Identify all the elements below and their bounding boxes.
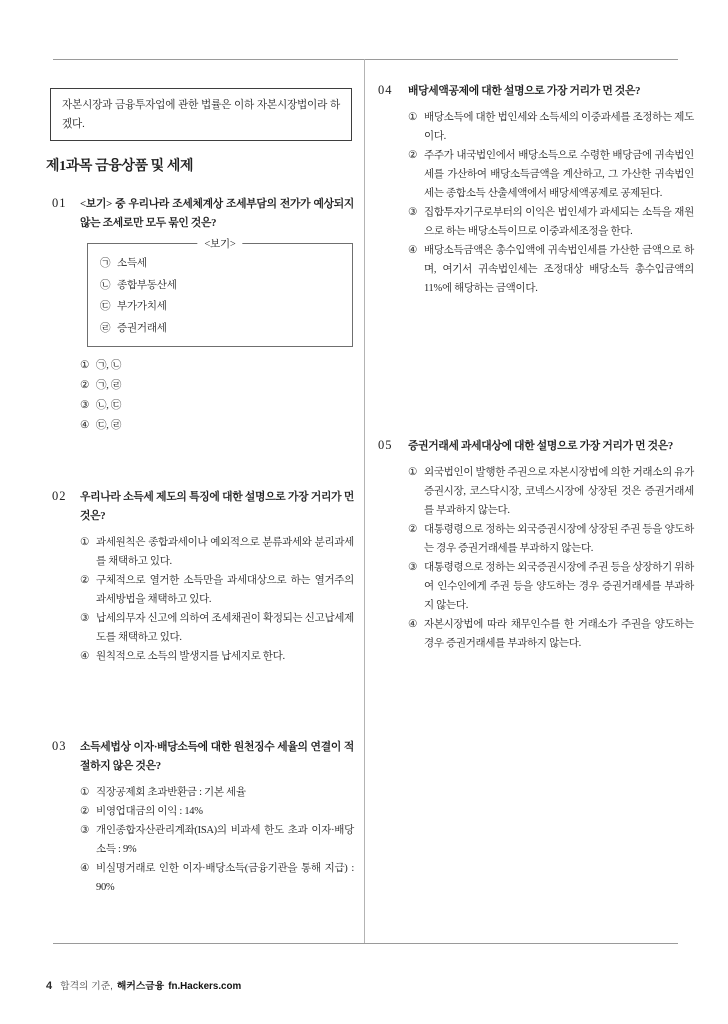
question-02	[46, 488, 354, 666]
question-title: 소득세법상 이자·배당소득에 대한 원천징수 세율의 연결이 적절하지 않은 것은?	[80, 741, 354, 772]
choice	[80, 356, 354, 376]
question-title: 증권거래세 과세대상에 대한 설명으로 가장 거리가 먼 것은?	[408, 440, 674, 452]
notice-text: 자본시장과 금융투자업에 관한 법률은 이하 자본시장법이라 하겠다.	[62, 100, 340, 130]
choice-marker: ④	[80, 420, 90, 431]
choice-text: 비영업대금의 이익 : 14%	[96, 806, 203, 817]
question-body	[80, 488, 354, 666]
choice-text: 개인종합자산관리계좌(ISA)의 비과세 한도 초과 이자·배당소득 : 9%	[96, 825, 354, 855]
choice-marker: ②	[80, 575, 90, 586]
choice-text: 비실명거래로 인한 이자·배당소득(금융기관을 통해 지급) : 90%	[96, 863, 354, 893]
choice-text: 원칙적으로 소득의 발생지를 납세지로 한다.	[96, 651, 285, 662]
choice-marker: ①	[80, 360, 90, 371]
bogi-item-text: 소득세	[117, 258, 147, 269]
bogi-item-marker: ㉡	[100, 279, 111, 291]
question-number: 04	[378, 83, 393, 97]
footer-tagline: 합격의 기준,	[60, 981, 113, 992]
question-body	[408, 82, 694, 298]
choice-text: 대통령령으로 정하는 외국증권시장에 상장된 주권 등을 양도하는 경우 증권거래세를 부과하지 않는다.	[424, 524, 694, 554]
question-01	[46, 195, 354, 436]
choice-marker: ①	[80, 537, 90, 548]
choice	[408, 615, 694, 653]
choice	[80, 376, 354, 396]
bogi-item-marker: ㉢	[100, 301, 111, 312]
choice-text: 납세의무자 신고에 의하여 조세채권이 확정되는 신고납세제도를 채택하고 있다.	[96, 613, 354, 643]
choice	[80, 571, 354, 609]
bogi-legend: <보기>	[197, 236, 242, 251]
choice-list	[408, 463, 694, 653]
right-column	[378, 0, 694, 943]
choice	[408, 203, 694, 241]
bogi-item	[100, 275, 340, 297]
choice	[80, 783, 354, 802]
bogi-item-marker: ㉣	[100, 322, 111, 334]
choice-marker: ①	[408, 467, 418, 478]
choice	[408, 463, 694, 520]
choice-marker: ③	[408, 562, 418, 573]
choice	[80, 396, 354, 416]
choice-marker: ④	[80, 863, 90, 874]
choice-marker: ①	[80, 787, 90, 798]
question-body	[408, 437, 694, 653]
choice-marker: ②	[408, 524, 418, 535]
choice	[408, 520, 694, 558]
choice-list	[408, 108, 694, 298]
choice-text: 외국법인이 발행한 주권으로 자본시장법에 의한 거래소의 유가증권시장, 코스닥시장, 코넥스시장에 상장된 것은 증권거래세를 부과하지 않는다.	[424, 467, 694, 516]
choice-list	[80, 356, 354, 436]
question-number: 02	[52, 489, 67, 503]
column-divider	[364, 59, 365, 943]
bogi-list	[100, 253, 340, 339]
bogi-item	[100, 253, 340, 275]
choice-marker: ③	[80, 825, 90, 836]
choice-list	[80, 783, 354, 897]
question-number: 05	[378, 438, 393, 452]
choice	[408, 241, 694, 298]
choice-text: 과세원칙은 종합과세이나 예외적으로 분류과세와 분리과세를 채택하고 있다.	[96, 537, 354, 567]
question-body	[80, 195, 354, 436]
choice	[80, 609, 354, 647]
bogi-item-marker: ㉠	[100, 258, 111, 269]
question-body	[80, 738, 354, 897]
choice	[80, 416, 354, 436]
section-title: 제1과목 금융상품 및 세제	[46, 159, 194, 174]
bogi-item	[100, 318, 340, 340]
footer-site-url: fn.Hackers.com	[168, 981, 242, 992]
choice	[80, 859, 354, 897]
choice-marker: ③	[80, 613, 90, 624]
choice-marker: ②	[80, 806, 90, 817]
choice-marker: ④	[408, 245, 418, 256]
choice-text: ㉠, ㉣	[96, 380, 122, 391]
choice-marker: ③	[80, 400, 90, 411]
choice-text: 대통령령으로 정하는 외국증권시장에 주권 등을 상장하기 위하여 인수인에게 주권 등을 양도하는 경우 증권거래세를 부과하지 않는다.	[424, 562, 694, 611]
notice-box	[50, 88, 352, 141]
choice-text: 직장공제회 초과반환금 : 기본 세율	[96, 787, 246, 798]
choice-text: ㉡, ㉢	[96, 400, 122, 411]
choice-text: 집합투자기구로부터의 이익은 법인세가 과세되는 소득을 재원으로 하는 배당소득이므로 이중과세조정을 한다.	[424, 207, 694, 237]
bogi-item	[100, 296, 340, 318]
choice	[80, 802, 354, 821]
choice-marker: ②	[80, 380, 90, 391]
choice	[80, 821, 354, 859]
choice	[80, 533, 354, 571]
bottom-rule	[53, 943, 678, 944]
footer-brand: 해커스금융	[116, 981, 165, 992]
choice	[408, 108, 694, 146]
choice-text: 주주가 내국법인에서 배당소득으로 수령한 배당금에 귀속법인세를 가산하여 배당소득금액을 계산하고, 그 가산한 귀속법인세는 종합소득 산출세액에서 배당세액공제로 공제된다.	[424, 150, 694, 199]
question-title: 우리나라 소득세 제도의 특징에 대한 설명으로 가장 거리가 먼 것은?	[80, 491, 354, 522]
choice-list	[80, 533, 354, 666]
choice-text: 배당소득에 대한 법인세와 소득세의 이중과세를 조정하는 제도이다.	[424, 112, 694, 142]
question-05	[378, 437, 694, 653]
question-title: <보기> 중 우리나라 조세체계상 조세부담의 전가가 예상되지 않는 조세로만 모두 묶인 것은?	[80, 198, 354, 229]
page-footer	[46, 978, 241, 992]
question-number: 01	[52, 196, 67, 210]
question-number: 03	[52, 739, 67, 753]
bogi-item-text: 부가가치세	[117, 301, 167, 312]
choice	[80, 647, 354, 666]
choice-marker: ③	[408, 207, 418, 218]
choice-text: 배당소득금액은 총수입액에 귀속법인세를 가산한 금액으로 하며, 여기서 귀속법인세는 조정대상 배당소득 총수입금액의 11%에 해당하는 금액이다.	[424, 245, 694, 294]
bogi-box	[87, 239, 353, 347]
choice-marker: ②	[408, 150, 418, 161]
question-04	[378, 82, 694, 298]
choice-text: ㉢, ㉣	[96, 420, 122, 431]
bogi-item-text: 종합부동산세	[117, 279, 177, 291]
choice-marker: ④	[80, 651, 90, 662]
left-column	[46, 0, 354, 943]
choice-text: 구체적으로 열거한 소득만을 과세대상으로 하는 열거주의 과세방법을 채택하고 있다.	[96, 575, 354, 605]
choice-marker: ①	[408, 112, 418, 123]
choice-text: ㉠, ㉡	[96, 360, 122, 371]
question-title: 배당세액공제에 대한 설명으로 가장 거리가 먼 것은?	[408, 85, 641, 97]
choice	[408, 146, 694, 203]
choice-marker: ④	[408, 619, 418, 630]
question-03	[46, 738, 354, 897]
choice	[408, 558, 694, 615]
choice-text: 자본시장법에 따라 채무인수를 한 거래소가 주권을 양도하는 경우 증권거래세를 부과하지 않는다.	[424, 619, 694, 649]
bogi-item-text: 증권거래세	[117, 322, 167, 334]
page-number: 4	[46, 980, 53, 992]
